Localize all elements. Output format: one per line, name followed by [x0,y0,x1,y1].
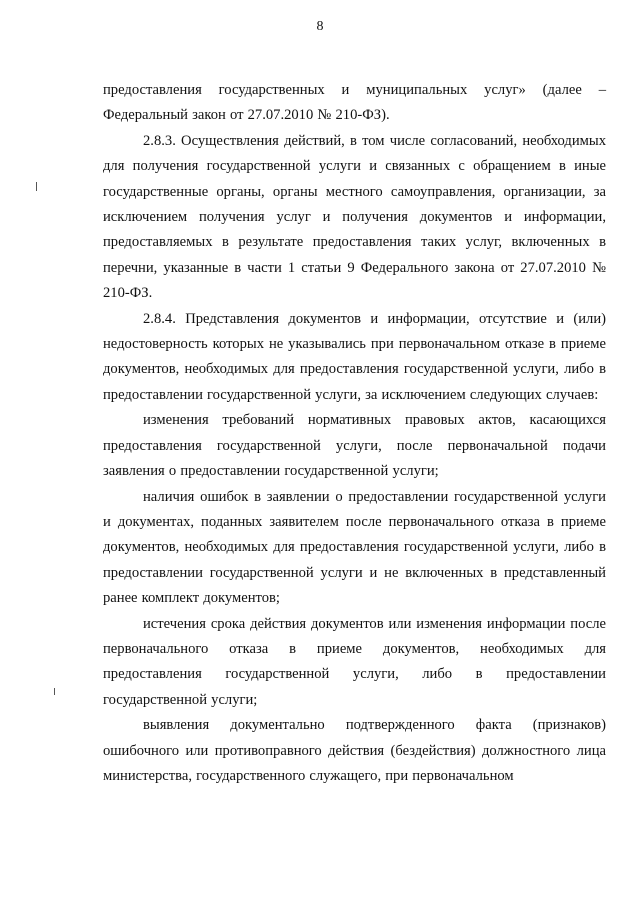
margin-mark [36,182,37,191]
paragraph-exception-expiry: истечения срока действия документов или изменения информации после первоначального отказа в приеме документов, необходимых для предоставления государственной услуги, либо в предоставлении государственной услуги; [103,615,606,708]
margin-mark [54,688,55,695]
paragraph-exception-unlawful-action: выявления документально подтвержденного факта (признаков) ошибочного или противоправного действия (бездействия) должностного лица министерства, государственного служащего, при первоначальном [103,717,606,784]
paragraph-exception-errors: наличия ошибок в заявлении о предоставлении государственной услуги и документах, поданных заявителем после первоначального отказа в приеме документов, необходимых для предоставления государственной услуги, либо в предоставлении государственной услуги и не включенных в представленный ранее комплект документов; [103,488,606,607]
paragraph-2-8-4: 2.8.4. Представления документов и информации, отсутствие и (или) недостоверность которых не указывались при первоначальном отказе в приеме документов, необходимых для предоставления государственной услуги, либо в предоставлении государственной услуги, за исключением следующих случаев: [103,310,606,403]
paragraph-2-8-3: 2.8.3. Осуществления действий, в том числе согласований, необходимых для получения государственной услуги и связанных с обращением в иные государственные органы, органы местного самоуправления, организации, за исключением получения услуг и получения документов и информации, предоставляемых в результате предоставления таких услуг, включенных в перечни, указанные в части 1 статьи 9 Федерального закона от 27.07.2010 № 210-ФЗ. [103,132,606,302]
document-body [103,78,606,789]
paragraph-exception-requirements-change: изменения требований нормативных правовых актов, касающихся предоставления государственной услуги, после первоначальной подачи заявления о предоставлении государственной услуги; [103,412,606,480]
page-number: 8 [316,19,324,34]
paragraph-law-reference-continuation: предоставления государственных и муниципальных услуг» (далее – Федеральный закон от 27.07.2010 № 210-ФЗ). [103,82,606,124]
